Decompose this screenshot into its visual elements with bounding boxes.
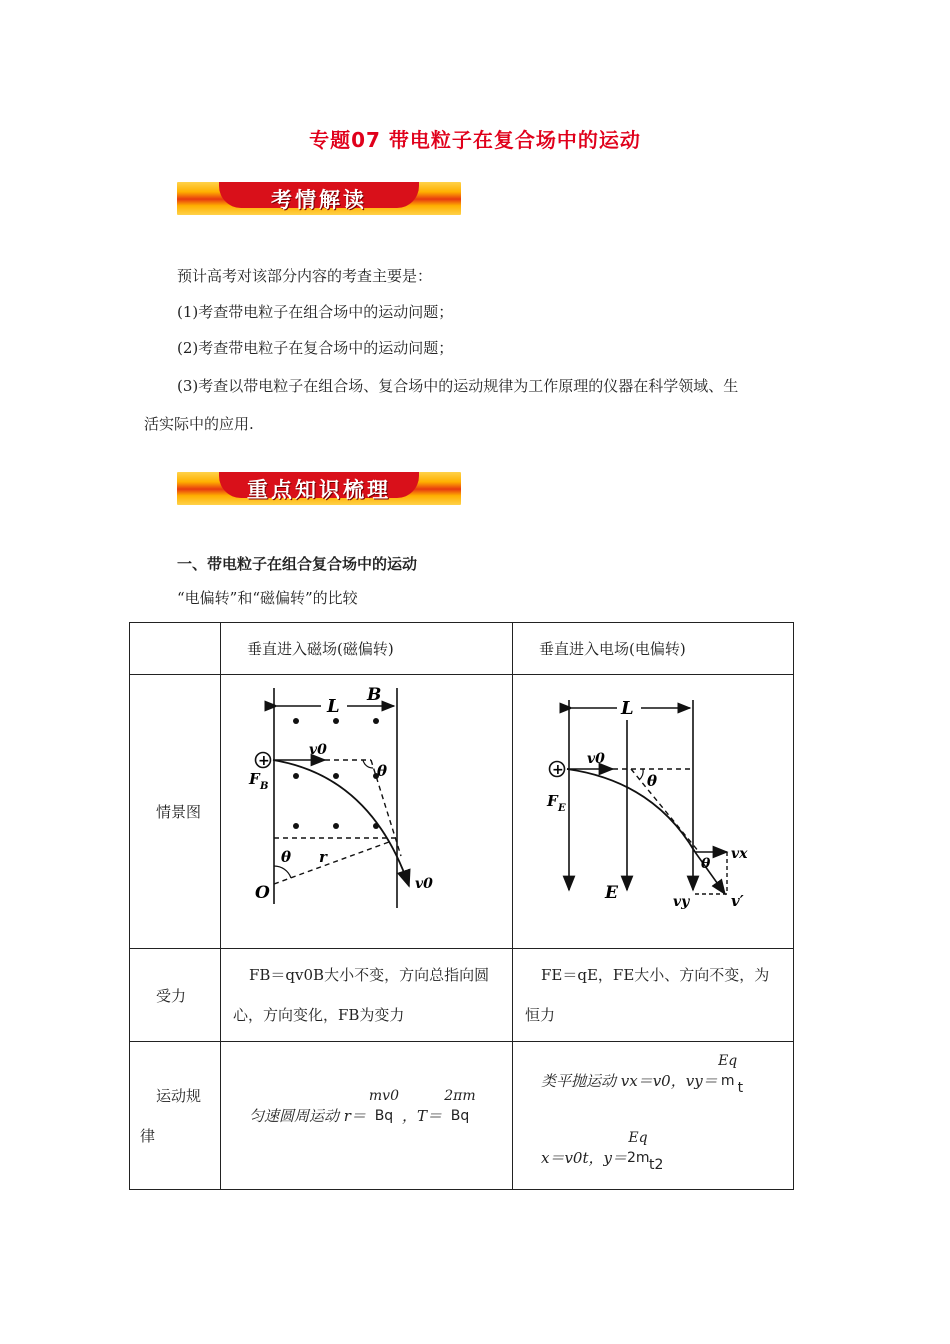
- label-vx: vx: [731, 845, 748, 862]
- motion-electric-1-lead: 类平抛运动 vx＝v0，vy＝: [541, 1071, 718, 1090]
- table-corner: [130, 623, 221, 675]
- comparison-table: [129, 622, 794, 1190]
- label-F-sub: E: [558, 802, 566, 814]
- label-theta-v: θ: [701, 855, 711, 872]
- frac-num-r: mv0: [368, 1087, 399, 1104]
- label-vprime: v′: [731, 891, 744, 910]
- label-v0: v0: [309, 741, 327, 758]
- frac-num-vy: Eq: [718, 1052, 738, 1069]
- diagram-magnetic-cell: [221, 675, 513, 949]
- compare-caption: “电偏转”和“磁偏转”的比较: [177, 589, 358, 607]
- page-title: 专题07 带电粒子在复合场中的运动: [309, 128, 641, 152]
- label-F: F: [249, 769, 260, 788]
- row-label-motion-1: 运动规: [156, 1086, 202, 1105]
- section-heading: 一、带电粒子在组合复合场中的运动: [177, 555, 418, 573]
- label-vy: vy: [673, 893, 690, 910]
- section-banner-key-knowledge: [177, 472, 461, 505]
- label-F-sub: B: [260, 780, 269, 792]
- point-3-cont: 活实际中的应用.: [144, 415, 254, 433]
- frac-den-T: Bq: [450, 1107, 470, 1124]
- point-2: (2)考查带电粒子在复合场中的运动问题；: [177, 339, 454, 357]
- motion-electric-2-tail: t2: [648, 1156, 664, 1173]
- intro-text: 预计高考对该部分内容的考查主要是：: [177, 267, 433, 285]
- section-banner-exam-analysis: [177, 182, 461, 215]
- frac-num-y: Eq: [628, 1129, 648, 1146]
- motion-magnetic: [221, 1042, 513, 1190]
- row-label-motion-2: 律: [140, 1126, 156, 1145]
- label-L: L: [621, 697, 634, 719]
- diagram-electric-cell: [513, 675, 794, 949]
- motion-electric: [513, 1042, 794, 1190]
- header-electric: 垂直进入电场(电偏转): [513, 623, 794, 675]
- label-v0-exit: v0: [415, 875, 433, 892]
- motion-magnetic-lead: 匀速圆周运动 r＝: [249, 1106, 366, 1125]
- label-theta: θ: [647, 771, 658, 790]
- banner-label: 考情解读: [271, 188, 367, 212]
- label-L: L: [327, 695, 340, 717]
- motion-electric-1-tail: t: [737, 1079, 744, 1096]
- point-1: (1)考查带电粒子在组合场中的运动问题；: [177, 303, 454, 321]
- header-magnetic: 垂直进入磁场(磁偏转): [221, 623, 513, 675]
- frac-den-vy: m: [720, 1072, 735, 1089]
- label-r: r: [319, 847, 327, 866]
- banner-label: 重点知识梳理: [247, 478, 391, 502]
- force-magnetic-line2: 心，方向变化，FB为变力: [233, 1006, 405, 1024]
- label-E: E: [605, 882, 618, 903]
- label-theta-bottom: θ: [281, 847, 292, 866]
- label-v0: v0: [587, 750, 605, 767]
- label-theta-top: θ: [377, 761, 388, 780]
- plus-sign: +: [258, 752, 270, 769]
- plus-sign: +: [552, 761, 564, 778]
- row-label-force: 受力: [130, 949, 221, 1042]
- row-label-scene: 情景图: [130, 675, 221, 949]
- frac-den-r: Bq: [374, 1107, 394, 1124]
- row-label-motion: [130, 1042, 221, 1190]
- force-electric-line2: 恒力: [525, 1006, 556, 1024]
- frac-den-y: 2m: [626, 1149, 650, 1166]
- magnetic-deflection-diagram: [221, 676, 512, 948]
- force-magnetic-line1: FB＝qv0B大小不变，方向总指向圆: [249, 966, 490, 984]
- frac-num-T: 2πm: [444, 1087, 476, 1104]
- electric-deflection-diagram: [513, 676, 793, 948]
- label-B: B: [367, 684, 382, 705]
- point-3: (3)考查以带电粒子在组合场、复合场中的运动规律为工作原理的仪器在科学领域、生: [177, 377, 739, 395]
- force-magnetic: [221, 949, 513, 1042]
- motion-electric-2-lead: x＝v0t，y＝: [541, 1148, 627, 1167]
- force-electric-line1: FE＝qE，FE大小、方向不变，为: [541, 966, 770, 984]
- force-electric: [513, 949, 794, 1042]
- motion-magnetic-mid: ，T＝: [401, 1106, 442, 1125]
- label-O: O: [255, 882, 270, 903]
- label-F: F: [547, 791, 558, 810]
